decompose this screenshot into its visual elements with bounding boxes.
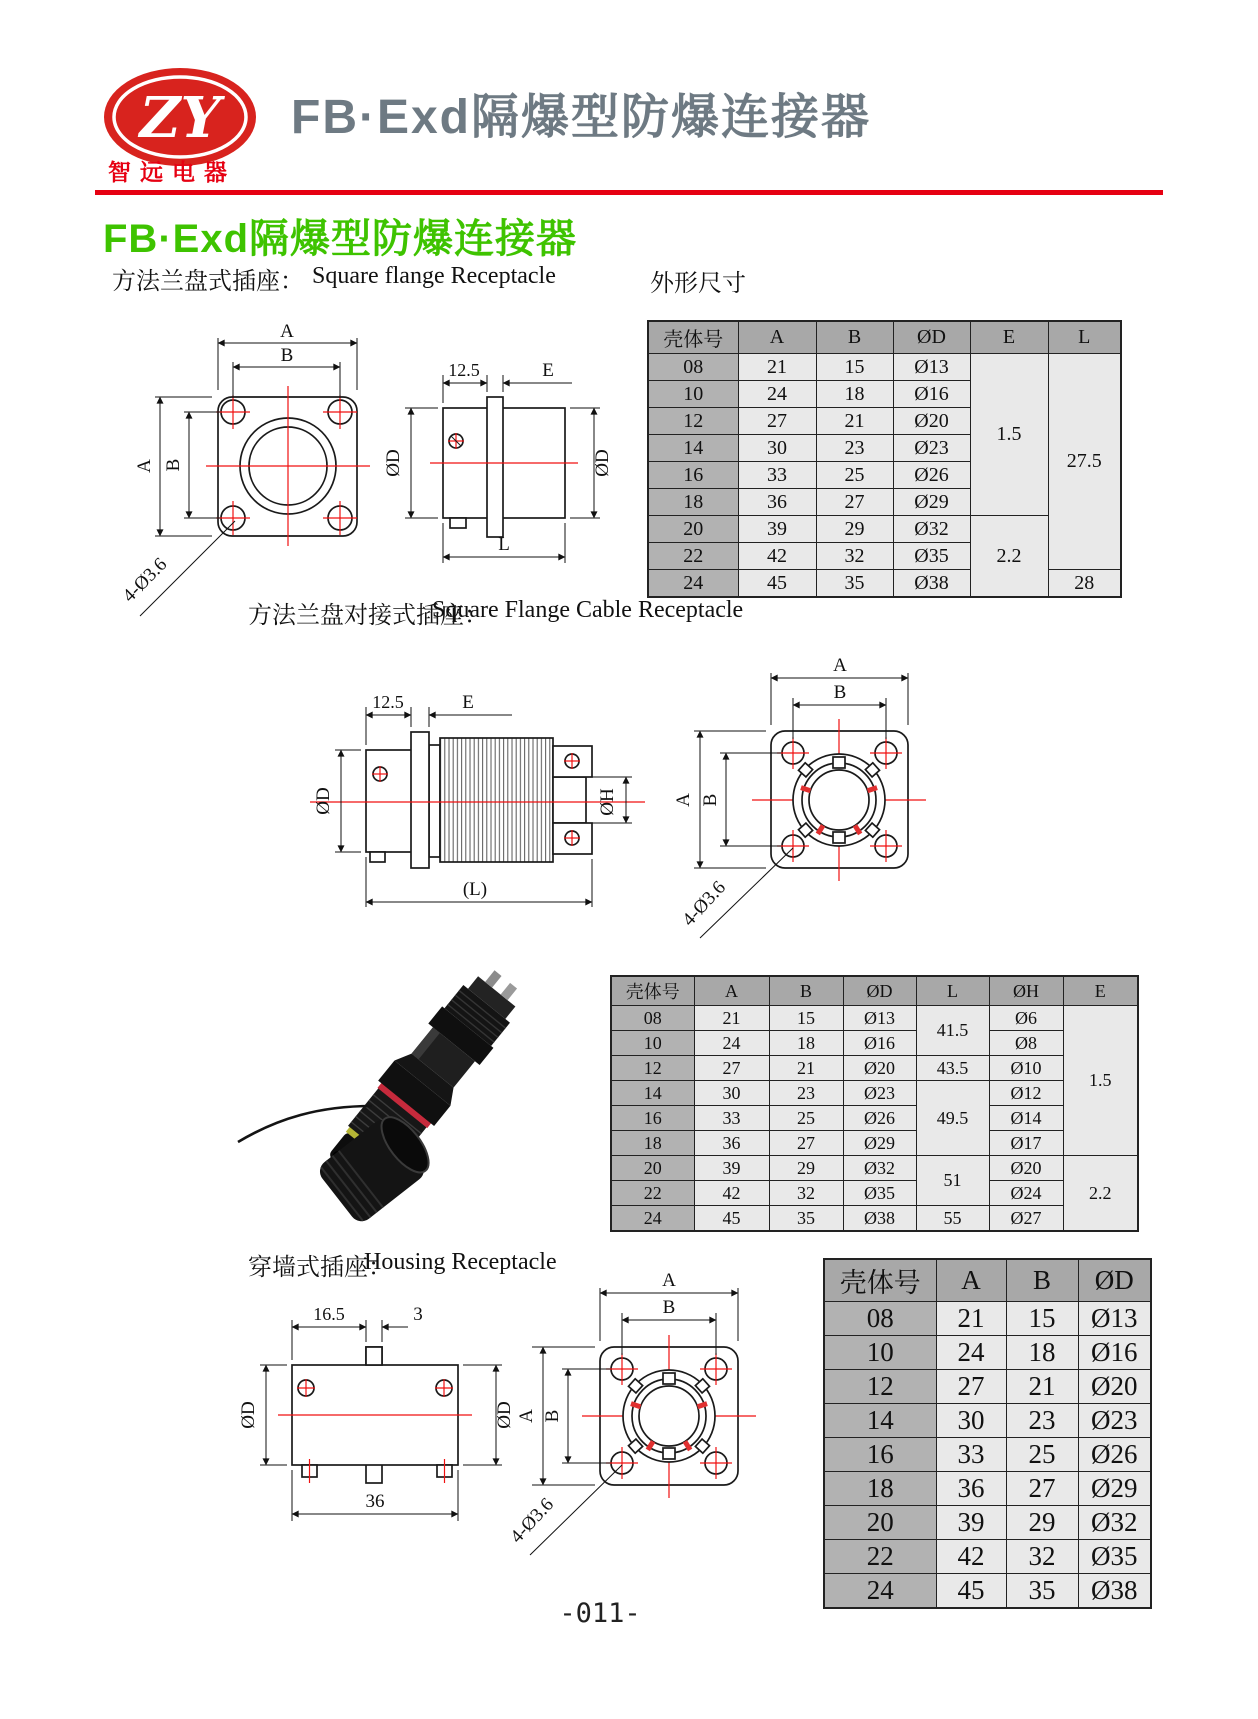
holes-callout-label: 4-Ø3.6 (118, 553, 172, 607)
row-header-cell: 12 (648, 408, 738, 435)
column-header: L (916, 976, 989, 1006)
outline-dims-label: 外形尺寸 (650, 271, 746, 297)
dim-oh-label: ØH (597, 788, 618, 816)
data-cell: 25 (769, 1106, 843, 1131)
data-cell: 15 (816, 354, 893, 381)
data-cell: 39 (936, 1506, 1006, 1540)
data-cell: Ø20 (843, 1056, 916, 1081)
data-cell: 25 (816, 462, 893, 489)
dim-b-label: B (163, 458, 184, 472)
data-cell: 24 (936, 1336, 1006, 1370)
table-row (648, 570, 1121, 598)
row-header-cell: 10 (648, 381, 738, 408)
data-cell: 21 (816, 408, 893, 435)
data-cell: 36 (936, 1472, 1006, 1506)
data-cell: Ø23 (843, 1081, 916, 1106)
table-row (611, 1181, 1138, 1206)
dim-b-label: B (833, 682, 847, 703)
row-header-cell: 20 (611, 1156, 694, 1181)
data-cell: 18 (816, 381, 893, 408)
data-cell: Ø23 (1078, 1404, 1151, 1438)
dim-16-5-label: 16.5 (313, 1304, 345, 1324)
column-header: 壳体号 (611, 976, 694, 1006)
data-cell: 27.5 (1048, 354, 1121, 570)
dim-od-label: ØD (383, 449, 404, 477)
dim-a-label: A (662, 1270, 676, 1291)
data-cell: 29 (816, 516, 893, 543)
data-cell: 29 (1006, 1506, 1078, 1540)
data-cell: 42 (694, 1181, 769, 1206)
data-cell: 32 (1006, 1540, 1078, 1574)
table-row (611, 1056, 1138, 1081)
section3-title-en: Housing Receptacle (364, 1249, 557, 1275)
table-row (611, 1156, 1138, 1181)
data-cell: 27 (816, 489, 893, 516)
dimension-table-receptacle (647, 320, 1122, 598)
data-cell: Ø32 (843, 1156, 916, 1181)
data-cell: 1.5 (1063, 1006, 1138, 1156)
dim-b-label: B (280, 345, 294, 366)
front-view (673, 655, 926, 938)
data-cell: Ø38 (893, 570, 970, 598)
data-cell: 49.5 (916, 1081, 989, 1156)
data-cell: Ø29 (1078, 1472, 1151, 1506)
section1-title-cn: 方法兰盘式插座： (112, 269, 304, 295)
data-cell: 21 (769, 1056, 843, 1081)
dim-e-label: E (462, 692, 474, 713)
row-header-cell: 10 (611, 1031, 694, 1056)
data-cell: Ø23 (893, 435, 970, 462)
dim-a-label: A (833, 655, 847, 676)
data-cell: 18 (1006, 1336, 1078, 1370)
table-row (611, 1206, 1138, 1232)
data-cell: Ø20 (989, 1156, 1063, 1181)
table-row (824, 1574, 1151, 1609)
column-header: ØH (989, 976, 1063, 1006)
data-cell: Ø29 (893, 489, 970, 516)
table-row (824, 1540, 1151, 1574)
data-cell: 33 (936, 1438, 1006, 1472)
row-header-cell: 08 (611, 1006, 694, 1031)
table-row (611, 1081, 1138, 1106)
data-cell: 35 (1006, 1574, 1078, 1609)
header-row (611, 976, 1138, 1006)
column-header: ØD (1078, 1259, 1151, 1302)
data-cell: Ø16 (893, 381, 970, 408)
data-cell: 55 (916, 1206, 989, 1232)
data-cell: Ø38 (843, 1206, 916, 1232)
data-cell: 27 (769, 1131, 843, 1156)
dim-a-label: A (280, 321, 294, 342)
data-cell: 33 (694, 1106, 769, 1131)
row-header-cell: 18 (648, 489, 738, 516)
data-cell: 30 (694, 1081, 769, 1106)
data-cell: 18 (769, 1031, 843, 1056)
data-cell: 45 (738, 570, 816, 598)
data-cell: 51 (916, 1156, 989, 1206)
dim-l-label: L (498, 534, 510, 555)
data-cell: 33 (738, 462, 816, 489)
data-cell: Ø13 (843, 1006, 916, 1031)
row-header-cell: 20 (648, 516, 738, 543)
data-cell: 27 (694, 1056, 769, 1081)
row-header-cell: 08 (824, 1302, 936, 1336)
dim-e-label: E (542, 360, 554, 381)
company-name: 智远电器 (108, 159, 236, 185)
dim-12-5-label: 12.5 (448, 360, 480, 380)
drawing-square-flange-receptacle (100, 300, 620, 630)
dim-b-label: B (542, 1409, 563, 1423)
data-cell: 23 (1006, 1404, 1078, 1438)
row-header-cell: 12 (611, 1056, 694, 1081)
row-header-cell: 18 (611, 1131, 694, 1156)
section2-title-cn: 方法兰盘对接式插座： (248, 603, 488, 629)
data-cell: 35 (769, 1206, 843, 1232)
data-cell: 39 (694, 1156, 769, 1181)
data-cell: 2.2 (1063, 1156, 1138, 1232)
row-header-cell: 16 (824, 1438, 936, 1472)
data-cell: 45 (936, 1574, 1006, 1609)
data-cell: 21 (738, 354, 816, 381)
section-main-heading: FB·Exd隔爆型防爆连接器 (103, 217, 577, 261)
dim-a-label: A (516, 1409, 537, 1423)
data-cell: Ø38 (1078, 1574, 1151, 1609)
data-cell: 27 (738, 408, 816, 435)
front-view (119, 321, 370, 616)
dim-36-label: 36 (365, 1491, 385, 1512)
table-row (824, 1370, 1151, 1404)
drawing-housing-receptacle-side (230, 1295, 520, 1530)
data-cell: 24 (694, 1031, 769, 1056)
product-photo (150, 930, 570, 1200)
column-header: A (738, 321, 816, 354)
data-cell: Ø24 (989, 1181, 1063, 1206)
column-header: 壳体号 (824, 1259, 936, 1302)
header-divider (95, 190, 1163, 195)
dim-a-label: A (134, 459, 155, 473)
dim-3-label: 3 (413, 1304, 423, 1325)
data-cell: Ø20 (893, 408, 970, 435)
dimension-table-housing (823, 1258, 1152, 1609)
table-row (611, 1031, 1138, 1056)
page-title: FB·Exd隔爆型防爆连接器 (291, 91, 872, 144)
data-cell: 23 (816, 435, 893, 462)
row-header-cell: 22 (824, 1540, 936, 1574)
column-header: B (816, 321, 893, 354)
data-cell: Ø16 (843, 1031, 916, 1056)
drawing-housing-receptacle-front (500, 1270, 790, 1570)
data-cell: Ø32 (893, 516, 970, 543)
dim-12-5-label: 12.5 (372, 692, 404, 712)
data-cell: Ø13 (1078, 1302, 1151, 1336)
data-cell: 28 (1048, 570, 1121, 598)
data-cell: 24 (738, 381, 816, 408)
row-header-cell: 18 (824, 1472, 936, 1506)
dim-b-label: B (662, 1297, 676, 1318)
data-cell: 43.5 (916, 1056, 989, 1081)
column-header: E (1063, 976, 1138, 1006)
table-row (824, 1336, 1151, 1370)
data-cell: 30 (936, 1404, 1006, 1438)
drawing-cable-receptacle-front (630, 655, 930, 955)
data-cell: 30 (738, 435, 816, 462)
row-header-cell: 14 (611, 1081, 694, 1106)
data-cell: Ø12 (989, 1081, 1063, 1106)
dim-od-label: ØD (592, 449, 613, 477)
data-cell: Ø35 (893, 543, 970, 570)
data-cell: Ø16 (1078, 1336, 1151, 1370)
data-cell: 27 (1006, 1472, 1078, 1506)
section3-title-cn: 穿墙式插座： (248, 1255, 392, 1281)
dim-od-label: ØD (313, 787, 334, 815)
table-row (824, 1472, 1151, 1506)
table-row (611, 1131, 1138, 1156)
data-cell: Ø29 (843, 1131, 916, 1156)
column-header: L (1048, 321, 1121, 354)
table-row (648, 354, 1121, 381)
holes-callout-label: 4-Ø3.6 (506, 1494, 559, 1548)
dim-a-label: A (673, 793, 694, 807)
data-cell: Ø35 (843, 1181, 916, 1206)
dim-od-label: ØD (494, 1401, 515, 1429)
data-cell: 35 (816, 570, 893, 598)
data-cell: Ø13 (893, 354, 970, 381)
row-header-cell: 24 (611, 1206, 694, 1232)
data-cell: 25 (1006, 1438, 1078, 1472)
row-header-cell: 24 (648, 570, 738, 598)
data-cell: 36 (738, 489, 816, 516)
column-header: E (970, 321, 1048, 354)
data-cell: 42 (936, 1540, 1006, 1574)
data-cell: 1.5 (970, 354, 1048, 516)
table-row (824, 1506, 1151, 1540)
row-header-cell: 14 (824, 1404, 936, 1438)
data-cell: Ø6 (989, 1006, 1063, 1031)
row-header-cell: 24 (824, 1574, 936, 1609)
data-cell: 29 (769, 1156, 843, 1181)
row-header-cell: 20 (824, 1506, 936, 1540)
data-cell: 39 (738, 516, 816, 543)
table-row (611, 1006, 1138, 1031)
data-cell: Ø26 (1078, 1438, 1151, 1472)
column-header: ØD (843, 976, 916, 1006)
header-row (648, 321, 1121, 354)
data-cell: 27 (936, 1370, 1006, 1404)
data-cell: Ø20 (1078, 1370, 1151, 1404)
data-cell: 36 (694, 1131, 769, 1156)
data-cell: Ø35 (1078, 1540, 1151, 1574)
data-cell: 41.5 (916, 1006, 989, 1056)
column-header: B (769, 976, 843, 1006)
data-cell: Ø27 (989, 1206, 1063, 1232)
section2-title-en: Square Flange Cable Receptacle (432, 597, 744, 623)
page-number: -011- (559, 1598, 641, 1629)
header-row (824, 1259, 1151, 1302)
data-cell: 15 (769, 1006, 843, 1031)
table-row (824, 1438, 1151, 1472)
dim-l-paren-label: (L) (462, 879, 488, 900)
data-cell: Ø26 (893, 462, 970, 489)
drawing-cable-receptacle-side (300, 655, 660, 920)
row-header-cell: 14 (648, 435, 738, 462)
data-cell: Ø8 (989, 1031, 1063, 1056)
front-view (506, 1270, 756, 1555)
column-header: ØD (893, 321, 970, 354)
column-header: 壳体号 (648, 321, 738, 354)
column-header: A (694, 976, 769, 1006)
row-header-cell: 12 (824, 1370, 936, 1404)
side-view (383, 360, 613, 563)
dim-b-label: B (700, 793, 721, 807)
data-cell: 32 (769, 1181, 843, 1206)
data-cell: Ø26 (843, 1106, 916, 1131)
data-cell: 21 (936, 1302, 1006, 1336)
row-header-cell: 22 (648, 543, 738, 570)
logo-monogram: ZY (139, 85, 221, 151)
data-cell: Ø10 (989, 1056, 1063, 1081)
column-header: A (936, 1259, 1006, 1302)
column-header: B (1006, 1259, 1078, 1302)
row-header-cell: 10 (824, 1336, 936, 1370)
data-cell: 23 (769, 1081, 843, 1106)
table-row (824, 1302, 1151, 1336)
row-header-cell: 16 (648, 462, 738, 489)
dim-od-label: ØD (238, 1401, 259, 1429)
data-cell: 45 (694, 1206, 769, 1232)
row-header-cell: 22 (611, 1181, 694, 1206)
data-cell: 15 (1006, 1302, 1078, 1336)
table-row (611, 1106, 1138, 1131)
section1-title-en: Square flange Receptacle (312, 263, 556, 289)
row-header-cell: 16 (611, 1106, 694, 1131)
side-view (238, 1304, 515, 1521)
side-view (310, 692, 645, 907)
data-cell: Ø32 (1078, 1506, 1151, 1540)
data-cell: Ø17 (989, 1131, 1063, 1156)
data-cell: 21 (694, 1006, 769, 1031)
holes-callout-label: 4-Ø3.6 (678, 877, 731, 931)
data-cell: Ø14 (989, 1106, 1063, 1131)
data-cell: 32 (816, 543, 893, 570)
dimension-table-cable-receptacle (610, 975, 1139, 1232)
data-cell: 42 (738, 543, 816, 570)
table-row (824, 1404, 1151, 1438)
row-header-cell: 08 (648, 354, 738, 381)
data-cell: 2.2 (970, 516, 1048, 598)
data-cell: 21 (1006, 1370, 1078, 1404)
